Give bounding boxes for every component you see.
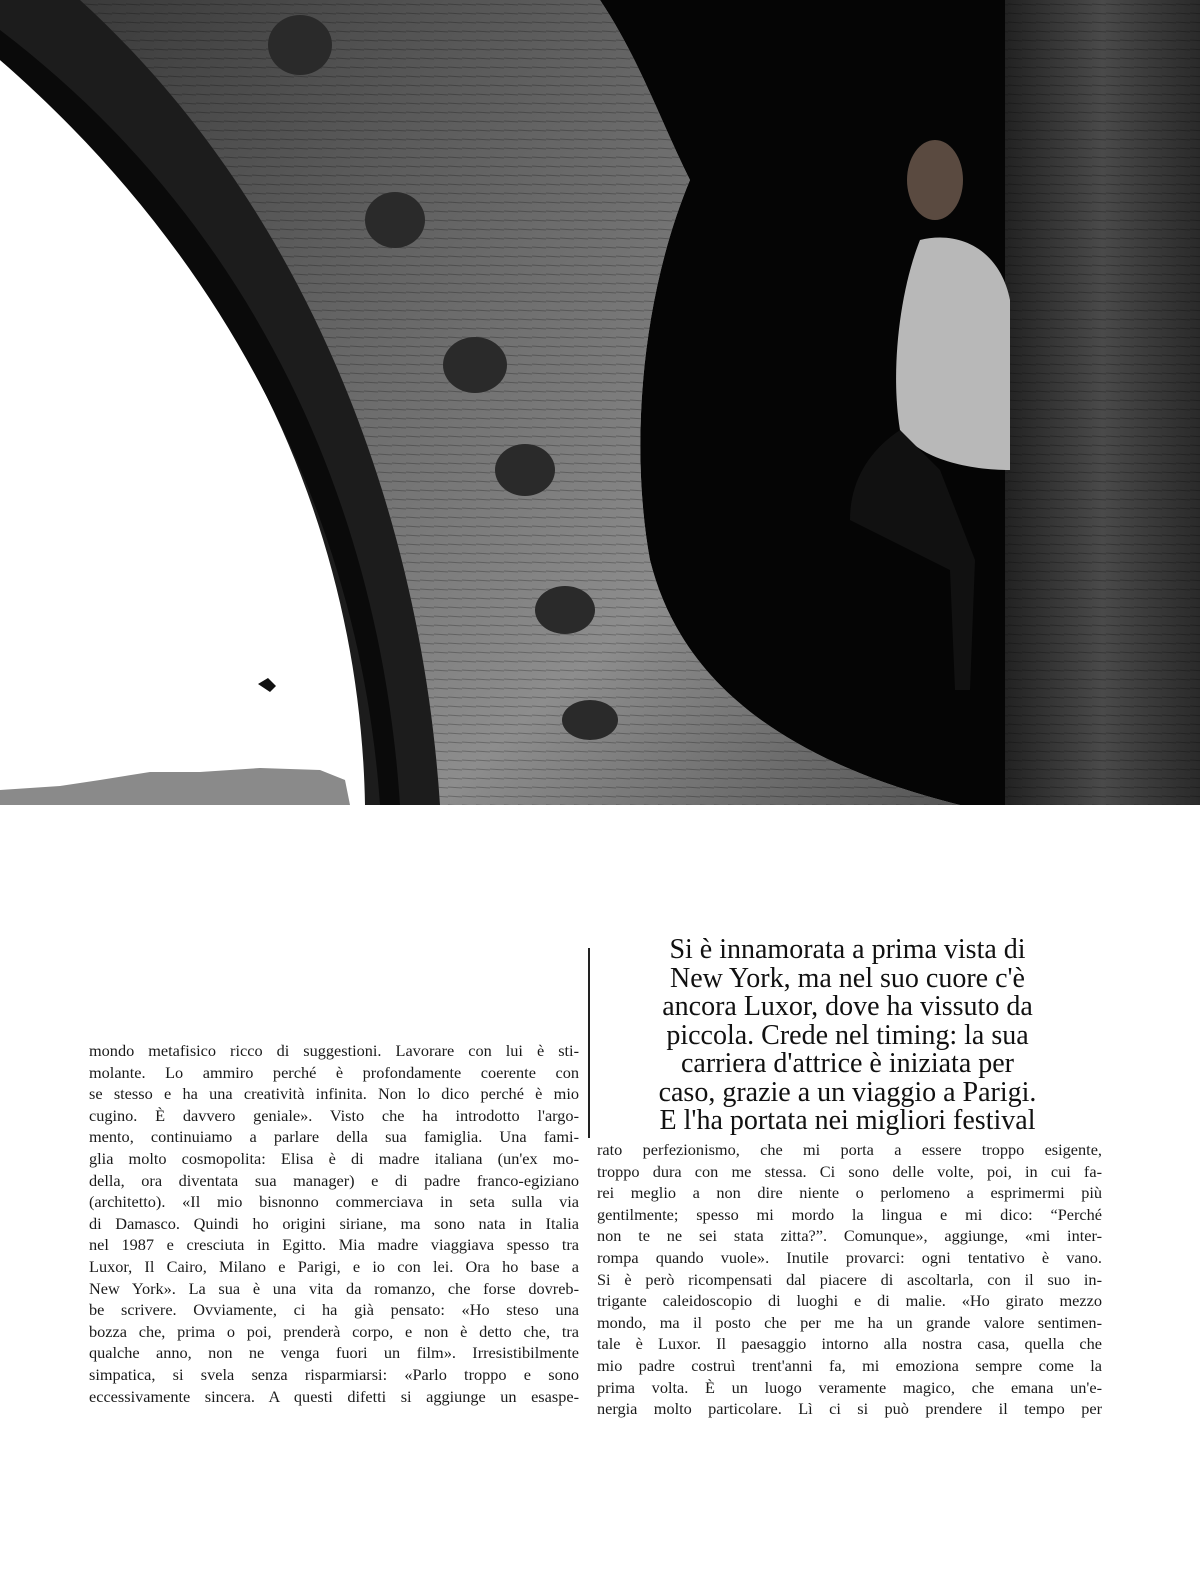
body-text-line: mio padre costruì trent'anni fa, mi emoziona sempre come la (597, 1355, 1102, 1375)
body-text-line: New York». La sua è una vita da romanzo, che forse dovreb- (89, 1278, 579, 1298)
pull-quote-line: carriera d'attrice è iniziata per (680, 1048, 1015, 1079)
pull-quote-line: piccola. Crede nel timing: la sua (666, 1019, 1029, 1051)
body-text-line: mondo, ma il posto che per me ha un grande valore sentimen- (597, 1312, 1102, 1332)
body-text-line: troppo dura con me stessa. Ci sono delle volte, poi, in cui fa- (597, 1161, 1102, 1181)
pull-quote-line: New York, ma nel suo cuore c'è (670, 962, 1025, 994)
body-text-line: bozza che, prima o poi, prenderà corpo, e non è detto che, tra (89, 1321, 579, 1341)
body-text-line: mondo metafisico ricco di suggestioni. Lavorare con lui è sti- (89, 1041, 579, 1060)
pull-quote-line: ancora Luxor, dove ha vissuto da (662, 991, 1033, 1022)
body-text-line: eccessivamente sincera. A questi difetti si aggiunge un esaspe- (89, 1386, 579, 1406)
pull-quote-line: E l'ha portata nei migliori festival (659, 1105, 1036, 1136)
body-text-line: mento, continuiamo a parlare della sua famiglia. Una fami- (89, 1127, 579, 1147)
body-text-line: Si è però ricompensati dal piacere di ascoltarla, con il suo in- (597, 1269, 1102, 1289)
body-text-line: tale è Luxor. Il paesaggio intorno alla nostra casa, quella che (597, 1334, 1102, 1354)
body-text-line: se stesso e ha una creatività infinita. Non lo dico perché è mio (89, 1084, 579, 1104)
body-text-line: di Damasco. Quindi ho origini siriane, ma sono nata in Italia (89, 1213, 579, 1233)
body-text-line: gentilmente; spesso mi mordo la lingua e mi dico: “Perché (597, 1204, 1102, 1224)
body-column-left (89, 1040, 579, 1407)
body-text-line: nel 1987 e cresciuta in Egitto. Mia madre viaggiava spesso tra (89, 1235, 579, 1255)
body-text-line: rompa quando vuole». Inutile provarci: ogni tentativo è vano. (597, 1247, 1102, 1267)
body-text-line: nergia molto particolare. Lì ci si può prendere il tempo per (597, 1399, 1102, 1419)
body-text-line: molante. Lo ammiro perché è profondamente coerente con (89, 1062, 579, 1082)
body-text-line: prima volta. È un luogo veramente magico, che emana un'e- (597, 1377, 1102, 1397)
body-text-line: simpatica, si svela senza risparmiarsi: «Parlo troppo e sono (89, 1364, 579, 1384)
body-column-right (597, 1139, 1102, 1420)
body-text-line: qualche anno, non ne venga fuori un film». Irresistibilmente (89, 1343, 579, 1363)
body-text-line: be scrivere. Ovviamente, ci ha già pensato: «Ho steso una (89, 1300, 579, 1320)
pull-quote-rule (588, 948, 590, 1138)
body-text-line: rato perfezionismo, che mi porta a essere troppo esigente, (597, 1140, 1102, 1159)
body-text-line: glia molto cosmopolita: Elisa è di madre italiana (un'ex mo- (89, 1148, 579, 1168)
pull-quote (600, 936, 1095, 1136)
body-text-line: non te ne sei stata zitta?”. Comunque», aggiunge, «mi inter- (597, 1226, 1102, 1246)
body-text-line: della, ora diventata sua manager) e di padre franco-egiziano (89, 1170, 579, 1190)
body-text-line: trigante caleidoscopio di luoghi e di malie. «Ho girato mezzo (597, 1291, 1102, 1311)
pull-quote-line: Si è innamorata a prima vista di (669, 934, 1026, 965)
body-text-line: (architetto). «Il mio bisnonno commerciava in seta sulla via (89, 1192, 579, 1212)
body-text-line: rei meglio a non dire niente o perlomeno a esprimermi più (597, 1183, 1102, 1203)
pull-quote-line: caso, grazie a un viaggio a Parigi. (658, 1076, 1037, 1108)
body-text-line: cugino. È davvero geniale». Visto che ha introdotto l'argo- (89, 1105, 579, 1125)
body-text-line: Luxor, Il Cairo, Milano e Parigi, e io con lei. Ora ho base a (89, 1256, 579, 1276)
